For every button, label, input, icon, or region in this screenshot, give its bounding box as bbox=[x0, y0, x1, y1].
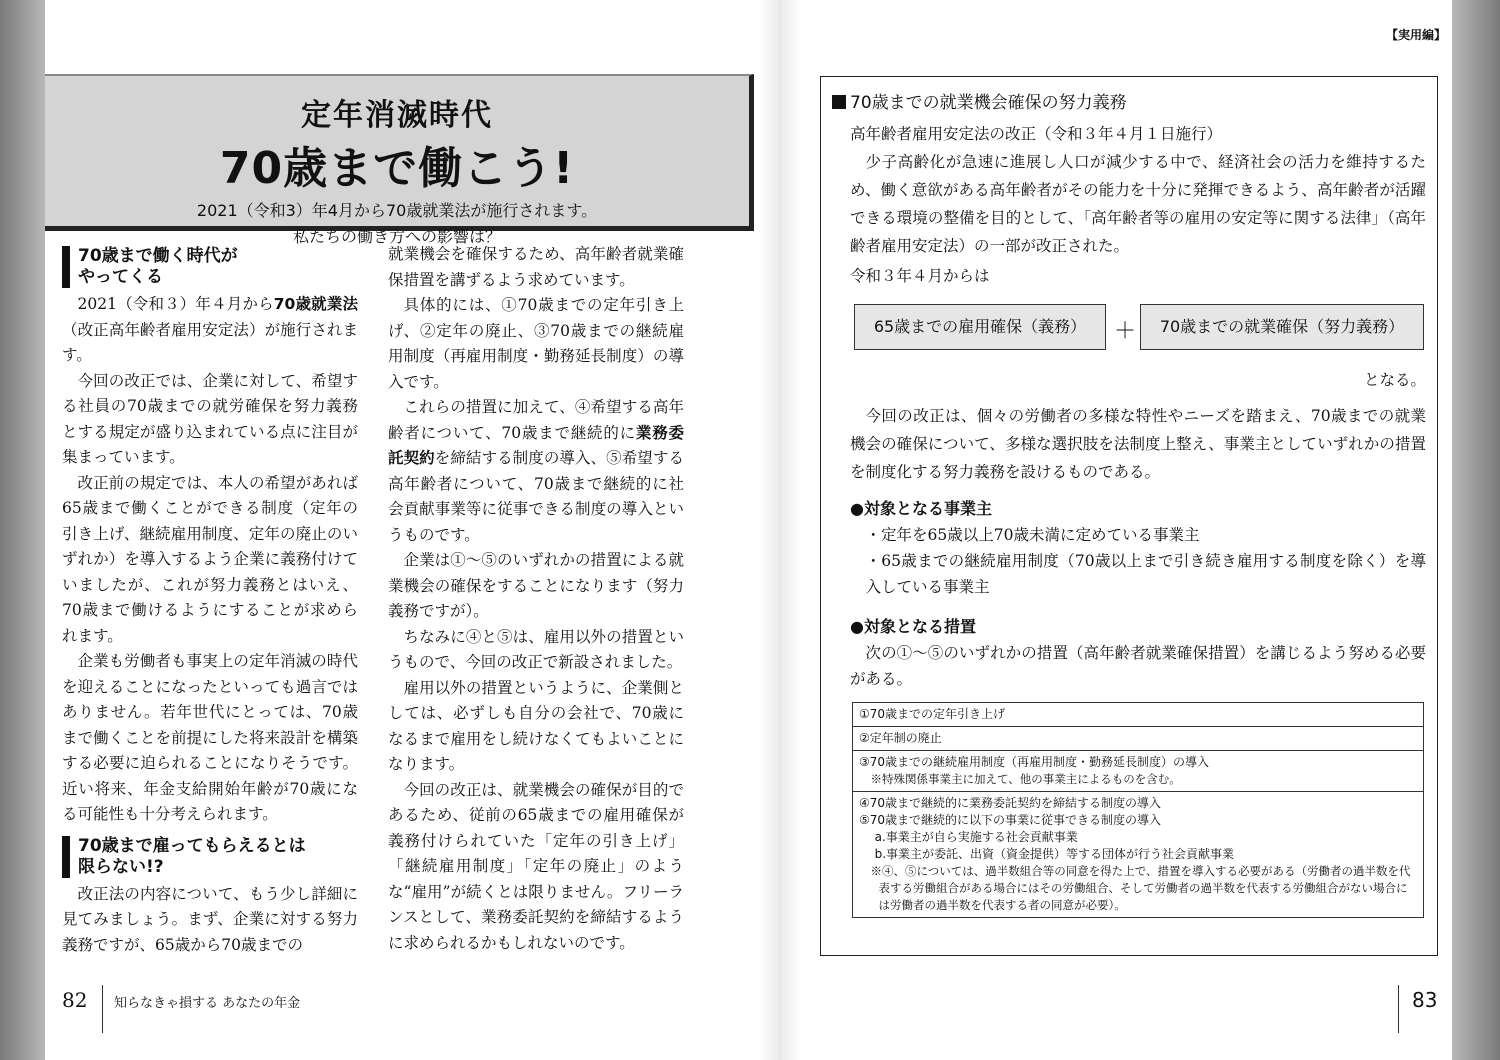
page-number-right: 83 bbox=[1412, 988, 1438, 1012]
right-intro bbox=[850, 120, 1426, 260]
text-span: 2021（令和３）年４月から bbox=[77, 295, 274, 313]
from-label bbox=[850, 262, 1426, 290]
left-column-1 bbox=[62, 242, 358, 958]
paragraph: ちなみに④と⑤は、雇用以外の措置というもので、今回の改正で新設されました。 bbox=[388, 627, 684, 671]
section-title bbox=[832, 88, 1127, 113]
paragraph: 今回の改正は、個々の労働者の多様な特性やニーズを踏まえ、70歳までの就業機会の確保について、多様な選択肢を法制度上整え、事業主としていずれかの措置を制度化する努力義務を設けるものである。 bbox=[850, 407, 1426, 481]
title-line1: 定年消滅時代 bbox=[301, 98, 493, 133]
table-cell: ②定年制の廃止 bbox=[853, 727, 1424, 751]
heading-not-guaranteed: 70歳まで雇ってもらえるとは 限らない!? bbox=[62, 836, 358, 878]
paragraph: 企業は①～⑤のいずれかの措置による就業機会の確保をすることになります（努力義務ですが）。 bbox=[388, 551, 684, 620]
paragraph: 企業も労働者も事実上の定年消滅の時代を迎えることになったといっても過言ではありません。若年世代にとっては、70歳まで働くことを前提にした将来設計を構築する必要に迫られることになりそうです。近い将来、年金支給開始年齢が70歳になる可能性も十分考えられます。 bbox=[62, 652, 358, 823]
square-bullet-icon bbox=[832, 95, 846, 109]
paragraph: 今回の改正は、就業機会の確保が目的であるため、従前の65歳までの雇用確保が義務付けられていた「定年の引き上げ」「継続雇用制度」「定年の廃止」のような“雇用”が続くとは限りません。フリーランスとして、業務委託契約を締結するように求められるかもしれないのです。 bbox=[388, 780, 684, 952]
table-line: ④70歳まで継続的に業務委託契約を締結する制度の導入 bbox=[859, 796, 1162, 810]
paragraph: 少子高齢化が急速に進展し人口が減少する中で、経済社会の活力を維持するため、働く意欲がある高年齢者がその能力を十分に発揮できるよう、高年齢者が活躍できる環境の整備を目的として、「高年齢者等の雇用の安定等に関する法律」（高年齢者雇用安定法）の一部が改正された。 bbox=[850, 153, 1426, 255]
left-column-2 bbox=[388, 242, 684, 956]
law-title: 高年齢者雇用安定法の改正（令和３年４月１日施行） bbox=[850, 125, 1223, 143]
measures-table bbox=[852, 702, 1424, 918]
table-row bbox=[853, 703, 1424, 727]
table-cell bbox=[853, 792, 1424, 918]
table-note: ※特殊関係事業主に加えて、他の事業主によるものを含む。 bbox=[870, 772, 1181, 786]
table-cell: ①70歳までの定年引き上げ bbox=[853, 703, 1424, 727]
table-row bbox=[853, 792, 1424, 918]
heading-70-work-era: 70歳まで働く時代が やってくる bbox=[62, 246, 358, 288]
footer-divider-right bbox=[1398, 985, 1399, 1033]
section-title-text: 70歳までの就業機会確保の努力義務 bbox=[850, 93, 1127, 113]
bold-term: 業務委託契約 bbox=[388, 423, 684, 467]
book-title: 知らなきゃ損する あなたの年金 bbox=[114, 996, 301, 1011]
box-70-effort: 70歳までの就業確保（努力義務） bbox=[1140, 304, 1424, 350]
from-text: 令和３年４月からは bbox=[850, 267, 990, 285]
book-gutter bbox=[760, 0, 800, 1060]
title-line2: 70歳まで働こう! bbox=[219, 143, 575, 194]
page-edge-right bbox=[1452, 0, 1500, 1060]
table-row bbox=[853, 727, 1424, 751]
right-body bbox=[850, 402, 1426, 486]
plus-sign: ＋ bbox=[1114, 319, 1137, 344]
paragraph bbox=[62, 292, 358, 369]
section-tag: 【実用編】 bbox=[1386, 28, 1447, 42]
text-span: （改正高年齢者雇用安定法）が施行されます。 bbox=[62, 320, 358, 364]
target-item: ・定年を65歳以上70歳未満に定めている事業主 bbox=[865, 526, 1200, 544]
tonaru bbox=[850, 366, 1426, 394]
paragraph: 今回の改正では、企業に対して、希望する社員の70歳までの就労確保を努力義務とする規定が盛り込まれている点に注目が集まっています。 bbox=[62, 371, 358, 466]
paragraph: 就業機会を確保するため、高年齢者就業確保措置を講ずるよう求めています。 bbox=[388, 245, 684, 289]
paragraph: 改正法の内容について、もう少し詳細に見てみましょう。まず、企業に対する努力義務ですが、65歳から70歳までの bbox=[62, 884, 358, 954]
subtitle-line1: 2021（令和3）年4月から70歳就業法が施行されます。 bbox=[196, 201, 598, 220]
paragraph: 次の①～⑤のいずれかの措置（高年齢者就業確保措置）を講じるよう努める必要がある。 bbox=[850, 644, 1426, 688]
page-number-left: 82 bbox=[62, 988, 88, 1012]
text-span: これらの措置に加えて、④希望する高年齢者について、70歳まで継続的に bbox=[388, 398, 684, 442]
page-edge-left bbox=[0, 0, 45, 1060]
table-row bbox=[853, 751, 1424, 792]
table-line: ⑤70歳まで継続的に以下の事業に従事できる制度の導入 bbox=[859, 813, 1162, 827]
subtitle-line2: 私たちの働き方への影響は？ bbox=[292, 227, 501, 246]
table-line: ③70歳までの継続雇用制度（再雇用制度・勤務延長制度）の導入 bbox=[859, 755, 1210, 769]
paragraph: 具体的には、①70歳までの定年引き上げ、②定年の廃止、③70歳までの継続雇用制度（再雇用制度・勤務延長制度）の導入です。 bbox=[388, 296, 684, 391]
box-65-obligation: 65歳までの雇用確保（義務） bbox=[854, 304, 1106, 350]
target-section bbox=[850, 496, 1426, 600]
bold-term: 70歳就業法 bbox=[273, 295, 358, 313]
tonaru-text: となる。 bbox=[1363, 371, 1426, 389]
paragraph bbox=[388, 395, 684, 548]
table-line: b.事業主が委託、出資（資金提供）等する団体が行う社会貢献事業 bbox=[874, 847, 1235, 861]
title-box bbox=[45, 74, 754, 246]
table-note: ※④、⑤については、過半数組合等の同意を得た上で、措置を導入する必要がある（労働者の過半数を代表する労働組合がある場合にはその労働組合、そして労働者の過半数を代表する労働組合がない場合には労働者の過半数を代表する者の同意が必要）。 bbox=[870, 864, 1411, 912]
paragraph: 雇用以外の措置というように、企業側としては、必ずしも自分の会社で、70歳になるまで雇用をし続けなくてもよいことになります。 bbox=[388, 678, 684, 773]
measure-heading: ●対象となる措置 bbox=[850, 617, 976, 636]
footer-divider-left bbox=[102, 985, 103, 1033]
target-item: ・65歳までの継続雇用制度（70歳以上まで引き続き雇用する制度を除く）を導入している事業主 bbox=[865, 552, 1426, 596]
table-cell bbox=[853, 751, 1424, 792]
table-line: a.事業主が自ら実施する社会貢献事業 bbox=[874, 830, 1078, 844]
target-heading: ●対象となる事業主 bbox=[850, 499, 992, 518]
text-span: を締結する制度の導入、⑤希望する高年齢者について、70歳まで継続的に社会貢献事業等に従事できる制度の導入というものです。 bbox=[388, 449, 684, 544]
measure-section bbox=[850, 614, 1426, 692]
paragraph: 改正前の規定では、本人の希望があれば65歳まで働くことができる制度（定年の引き上げ、継続雇用制度、定年の廃止のいずれか）を導入するよう企業に義務付けていましたが、これが努力義務とはいえ、70歳まで働けるようにすることが求められます。 bbox=[62, 473, 358, 645]
